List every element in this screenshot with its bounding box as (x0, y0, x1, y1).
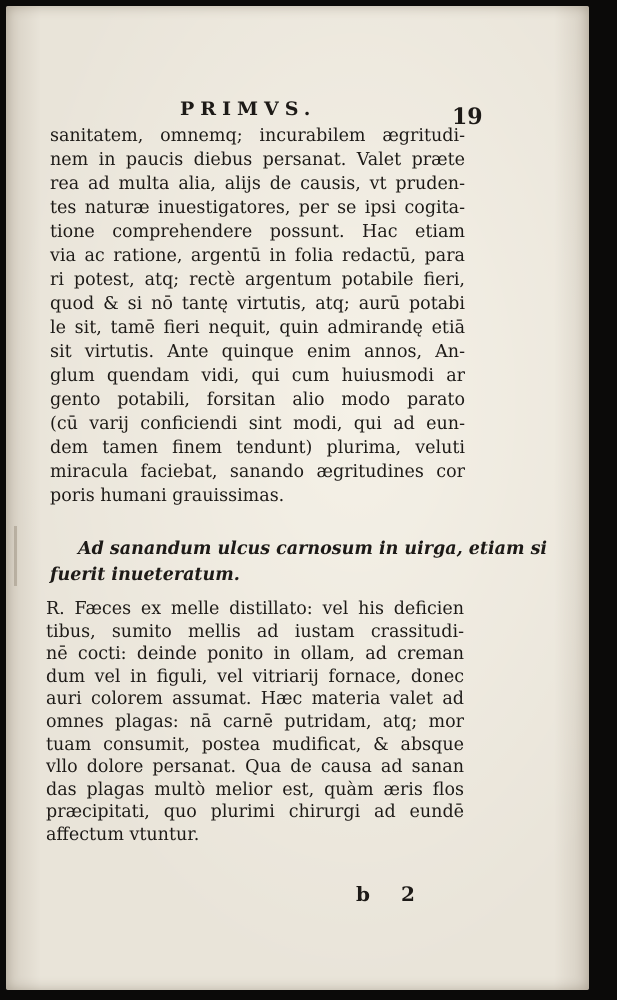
text-line: tes naturæ inuestigatores, per se ipsi cogita- (50, 198, 465, 218)
text-line: tuam consumit, postea mudificat, & absque (46, 734, 464, 755)
text-line: miracula faciebat, sanando ægritudines cor (50, 462, 465, 482)
text-line: auri colorem assumat. Hæc materia valet ad (46, 689, 464, 710)
text-line: quod & si nō tantę virtutis, atq; aurū potabi (50, 294, 465, 314)
text-line: rea ad multa alia, alijs de causis, vt pruden- (50, 174, 465, 194)
text-line: das plagas multò melior est, quàm æris flos (46, 779, 464, 800)
text-line: glum quendam vidi, qui cum huiusmodi ar (50, 366, 465, 386)
paragraph-main (50, 124, 465, 508)
text-line: gento potabili, forsitan alio modo parato (50, 390, 465, 410)
page-edge-shadow (14, 526, 17, 586)
text-line: le sit, tamē fieri nequit, quin admirandę etiā (50, 318, 465, 338)
text-line: R. Fæces ex melle distillato: vel his deficien (46, 599, 464, 619)
section-heading (50, 536, 548, 588)
heading-line: Ad sanandum ulcus carnosum in uirga, etiam si (78, 539, 548, 559)
text-line: vllo dolore persanat. Qua de causa ad sanan (46, 757, 464, 778)
text-line: dum vel in figuli, vel vitriarij fornace, donec (46, 666, 464, 687)
text-line: affectum vtuntur. (46, 824, 200, 845)
text-line: tione comprehendere possunt. Hac etiam (50, 222, 465, 242)
text-line: poris humani grauissimas. (50, 486, 285, 506)
text-line: ri potest, atq; rectè argentum potabile fieri, (50, 270, 465, 290)
text-line: sanitatem, omnemq; incurabilem ægritudi- (50, 126, 465, 146)
text-line: tibus, sumito mellis ad iustam crassitudi- (46, 621, 464, 642)
heading-line: fuerit inueteratum. (50, 565, 240, 585)
page-number: 19 (452, 104, 483, 130)
text-line: via ac ratione, argentū in folia redactū, para (50, 246, 465, 266)
paragraph-recipe (46, 598, 464, 847)
text-line: dem tamen finem tendunt) plurima, veluti (50, 438, 465, 458)
text-line: nem in paucis diebus persanat. Valet præte (50, 150, 465, 170)
text-line: omnes plagas: nā carnē putridam, atq; mor (46, 711, 464, 732)
text-line: nē cocti: deinde ponito in ollam, ad creman (46, 644, 464, 665)
text-line: (cū varij conficiendi sint modi, qui ad eun- (50, 414, 465, 434)
text-line: præcipitati, quo plurimi chirurgi ad eundē (46, 802, 464, 823)
running-head-title: PRIMVS. (180, 98, 317, 120)
signature-mark: b 2 (356, 882, 427, 906)
book-page (6, 6, 589, 990)
text-line: sit virtutis. Ante quinque enim annos, An- (50, 342, 465, 362)
